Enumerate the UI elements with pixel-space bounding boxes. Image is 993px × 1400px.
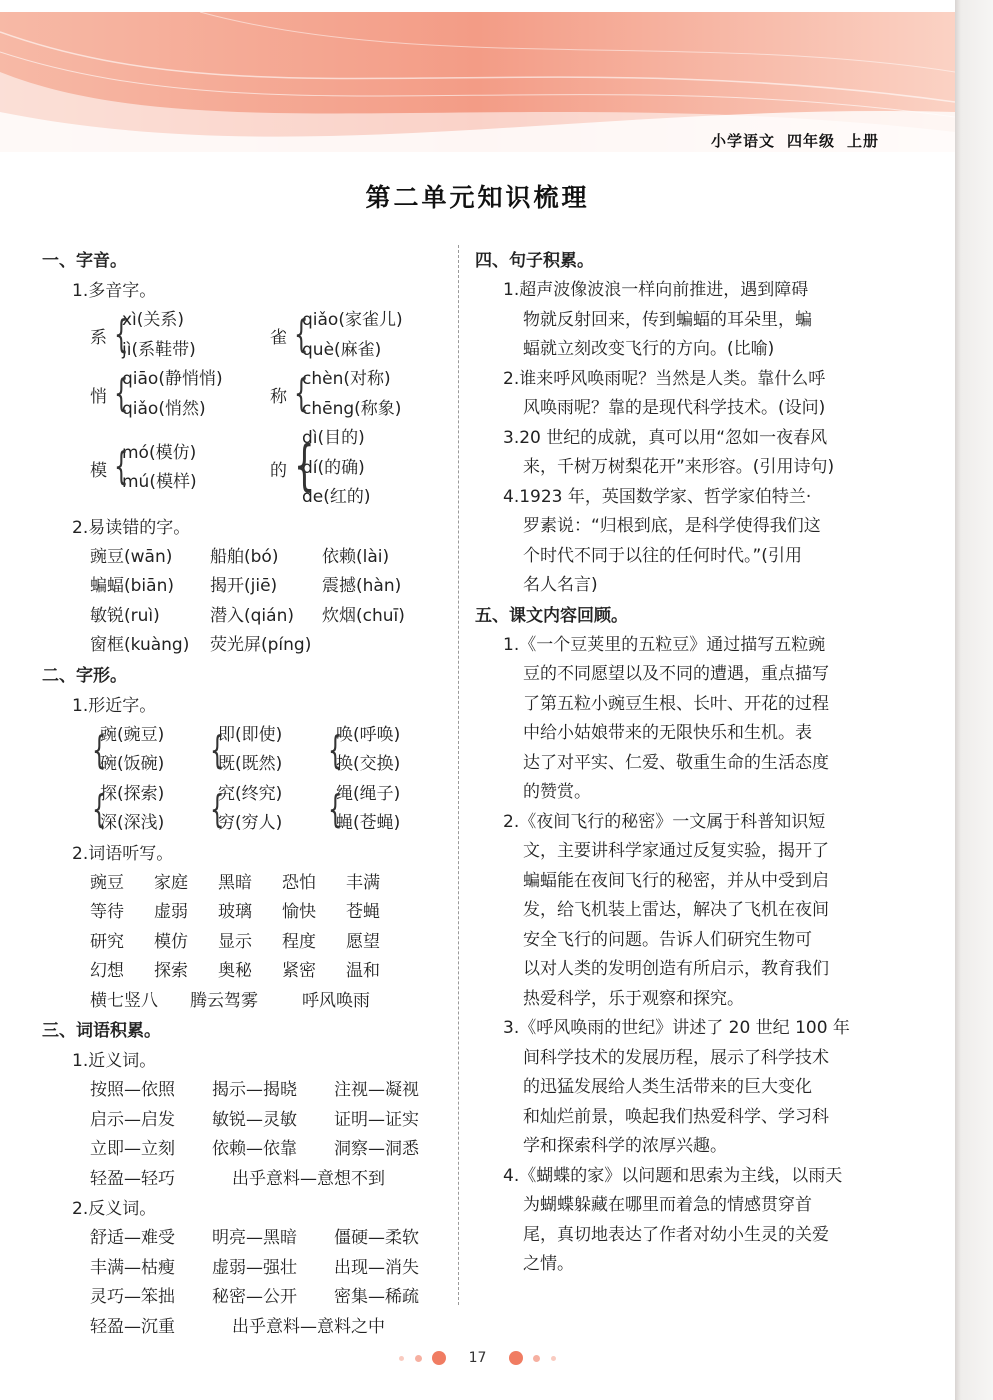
dictation-word: 幻想 (90, 961, 124, 981)
left-column (42, 246, 452, 1342)
subject: 小学语文 (710, 132, 775, 150)
text-line: 和灿烂前景，唤起我们热爱科学、学习科 (523, 1106, 829, 1127)
text-line: 尾，真切地表达了作者对幼小生灵的关爱 (523, 1224, 829, 1245)
dot-icon (533, 1355, 540, 1362)
brace-icon: { (92, 728, 107, 772)
text-line: 《呼风唤雨的世纪》讲述了 20 世纪 100 年 (519, 1018, 850, 1038)
polyphone-group (240, 424, 371, 513)
antonym-pair: 舒适—难受 (90, 1228, 175, 1248)
text-line: 《蝴蝶的家》以问题和思索为主线，以雨天 (519, 1165, 843, 1186)
brace-icon: { (210, 787, 225, 831)
brace-icon: { (294, 311, 309, 356)
sub-heading: 1.形近字。 (72, 695, 157, 716)
polyphone-row (42, 306, 452, 365)
antonym-pair: 密集—稀疏 (334, 1287, 419, 1307)
synonym-pair: 证明—证实 (334, 1109, 419, 1130)
reading: dì(目的) (302, 428, 365, 448)
brace-icon: { (114, 444, 129, 489)
synonym-pair: 注视—凝视 (334, 1080, 419, 1100)
dictation-word: 豌豆 (90, 872, 124, 893)
antonym-pair: 轻盈—沉重 (90, 1316, 175, 1337)
antonym-pair: 虚弱—强壮 (212, 1257, 297, 1278)
text-line: 了第五粒小豌豆生根、长叶、开花的过程 (523, 693, 829, 714)
polyphone-char: 悄 (90, 387, 107, 407)
brace-icon: { (114, 370, 129, 415)
reading: mó(模仿) (122, 442, 197, 463)
sub-heading: 2.词语听写。 (72, 843, 174, 864)
reading: mú(模样) (122, 472, 197, 493)
review-item (475, 1162, 885, 1280)
similar-word: 探(探索) (100, 783, 165, 804)
easy-word: 震撼(hàn) (322, 576, 402, 596)
easy-word: 敏锐(ruì) (90, 605, 160, 626)
polyphone-group (42, 365, 240, 424)
dot-icon (509, 1351, 523, 1365)
sentence-item (475, 424, 885, 483)
right-column (475, 246, 885, 1280)
polyphone-char: 模 (90, 460, 107, 481)
word-row (42, 1165, 452, 1195)
synonym-pair: 立即—立刻 (90, 1139, 175, 1159)
page-edge-shadow (955, 0, 993, 1400)
polyphone-row (42, 365, 452, 424)
text-line: 以对人类的发明创造有所启示，教育我们 (523, 959, 829, 979)
brace-icon: { (328, 728, 343, 772)
header-banner (0, 12, 955, 152)
reading: chēng(称象) (302, 398, 402, 419)
word-row (42, 928, 452, 958)
reading: qiāo(静悄悄) (122, 369, 223, 389)
similar-row (42, 780, 452, 839)
synonym-pair: 洞察—洞悉 (334, 1139, 419, 1159)
text-line: 热爱科学，乐于观察和探究。 (523, 988, 744, 1009)
dictation-word: 愿望 (346, 931, 380, 952)
synonym-pair: 敏锐—灵敏 (212, 1109, 297, 1130)
sentence-item (475, 483, 885, 601)
dictation-word: 玻璃 (218, 902, 252, 922)
dictation-word: 奥秘 (218, 961, 252, 981)
item-number: 3. (503, 427, 520, 448)
brace-icon: { (114, 311, 129, 356)
dictation-word: 恐怕 (282, 872, 316, 893)
similar-row (42, 721, 452, 780)
similar-word: 即(即使) (218, 724, 283, 745)
page-number: 17 (468, 1350, 487, 1366)
reading: qiǎo(家雀儿) (302, 310, 403, 330)
text-line: 学和探索科学的浓厚兴趣。 (523, 1136, 727, 1156)
brace-icon: { (210, 728, 225, 772)
polyphone-group (240, 365, 401, 424)
text-line: 豆的不同愿望以及不同的遭遇，重点描写 (523, 664, 829, 684)
word-row (42, 602, 452, 632)
item-number: 2. (503, 368, 520, 389)
easy-word: 揭开(jiē) (210, 576, 278, 596)
similar-word: 深(深浅) (100, 813, 165, 833)
brace-icon: { (294, 434, 315, 498)
synonym-pair: 出乎意料—意想不到 (232, 1168, 385, 1189)
similar-group (326, 780, 444, 839)
dictation-word: 模仿 (154, 931, 188, 952)
sub-heading: 2.反义词。 (72, 1199, 157, 1219)
dictation-word: 横七竖八 (90, 990, 158, 1011)
similar-group (326, 721, 444, 780)
item-number: 3. (503, 1018, 520, 1038)
similar-word: 既(既然) (218, 754, 283, 774)
antonym-pair: 灵巧—笨拙 (90, 1287, 175, 1307)
word-row (42, 1283, 452, 1313)
easy-word: 依赖(lài) (322, 546, 390, 567)
similar-word: 穷(穷人) (218, 813, 283, 833)
column-divider (458, 245, 459, 1305)
text-line: 罗素说：“归根到底，是科学使得我们这 (523, 516, 821, 536)
word-row (42, 1106, 452, 1136)
polyphone-char: 的 (270, 460, 287, 481)
word-row (42, 987, 452, 1017)
dictation-word: 腾云驾雾 (190, 990, 258, 1011)
text-line: 超声波像波浪一样向前推进，遇到障碍 (519, 280, 809, 300)
antonym-pair: 秘密—公开 (212, 1287, 297, 1307)
polyphone-char: 系 (90, 328, 107, 348)
polyphone-char: 雀 (270, 328, 287, 348)
grade: 四年级 (786, 132, 835, 150)
text-line: 中给小姑娘带来的无限快乐和生机。表 (523, 723, 812, 743)
dot-icon (415, 1355, 422, 1362)
text-line: 物就反射回来，传到蝙蝠的耳朵里，蝙 (523, 309, 812, 330)
synonym-pair: 轻盈—轻巧 (90, 1168, 175, 1189)
dictation-word: 显示 (218, 931, 252, 952)
easy-word: 船舶(bó) (210, 546, 279, 567)
antonym-pair: 僵硬—柔软 (334, 1228, 419, 1248)
similar-group (90, 721, 208, 780)
dictation-word: 呼风唤雨 (302, 990, 370, 1011)
word-row (42, 1224, 452, 1254)
easy-word: 荧光屏(píng) (210, 635, 312, 655)
section-heading: 二、字形。 (42, 665, 127, 686)
similar-word: 蝇(苍蝇) (336, 813, 401, 833)
sentence-item (475, 365, 885, 424)
similar-word: 碗(饭碗) (100, 754, 165, 774)
text-line: 个时代不同于以往的任何时代。”(引用 (523, 545, 802, 566)
dictation-word: 黑暗 (218, 872, 252, 893)
item-number: 1. (503, 634, 520, 655)
easy-word: 炊烟(chuī) (322, 605, 405, 626)
dictation-word: 家庭 (154, 872, 188, 893)
brace-icon: { (92, 787, 107, 831)
reading: jì(系鞋带) (122, 339, 196, 360)
text-line: 安全飞行的问题。告诉人们研究生物可 (523, 929, 812, 950)
similar-group (90, 780, 208, 839)
text-line: 间科学技术的发展历程，展示了科学技术 (523, 1047, 829, 1068)
similar-word: 豌(豌豆) (100, 724, 165, 745)
subject-label (699, 130, 879, 151)
dictation-word: 苍蝇 (346, 902, 380, 922)
dictation-word: 研究 (90, 931, 124, 952)
section-heading: 一、字音。 (42, 251, 127, 271)
easy-word: 潜入(qián) (210, 605, 294, 626)
reading: chèn(对称) (302, 369, 391, 389)
word-row (42, 631, 452, 661)
word-row (42, 1254, 452, 1284)
similar-word: 绳(绳子) (336, 783, 401, 804)
word-row (42, 898, 452, 928)
similar-word: 究(终究) (218, 783, 283, 804)
antonym-pair: 明亮—黑暗 (212, 1228, 297, 1248)
dot-icon (551, 1356, 556, 1361)
dictation-word: 探索 (154, 961, 188, 981)
word-row (42, 543, 452, 573)
text-line: 谁来呼风唤雨呢？当然是人类。靠什么呼 (519, 368, 826, 389)
text-line: 为蝴蝶躲藏在哪里而着急的情感贯穿首 (523, 1195, 812, 1215)
synonym-pair: 依赖—依靠 (212, 1139, 297, 1159)
dictation-word: 程度 (282, 931, 316, 952)
similar-word: 唤(呼唤) (336, 724, 401, 745)
item-number: 1. (503, 280, 520, 300)
similar-group (208, 721, 326, 780)
polyphone-char: 称 (270, 387, 287, 407)
text-line: 《夜间飞行的秘密》一文属于科普知识短 (519, 811, 826, 832)
item-number: 4. (503, 1165, 520, 1186)
synonym-pair: 启示—启发 (90, 1109, 175, 1130)
dot-icon (399, 1356, 404, 1361)
polyphone-group (42, 424, 240, 513)
word-row (42, 957, 452, 987)
text-line: 蝙蝠能在夜间飞行的秘密，并从中受到启 (523, 870, 829, 891)
text-line: 的赞赏。 (523, 782, 591, 802)
volume: 上册 (846, 132, 879, 150)
sentence-item (475, 276, 885, 365)
text-line: 1923 年，英国数学家、哲学家伯特兰· (519, 486, 812, 507)
antonym-pair: 出乎意料—意料之中 (232, 1316, 385, 1337)
text-line: 文，主要讲科学家通过反复实验，揭开了 (523, 841, 829, 861)
review-item (475, 1014, 885, 1162)
reading: dí(的确) (302, 457, 365, 478)
section-heading: 五、课文内容回顾。 (475, 605, 628, 626)
word-row (42, 1135, 452, 1165)
dot-icon (432, 1351, 446, 1365)
section-heading: 四、句子积累。 (475, 251, 594, 271)
text-line: 蝠就立刻改变飞行的方向。(比喻) (523, 339, 775, 359)
synonym-pair: 按照—依照 (90, 1080, 175, 1100)
brace-icon: { (294, 370, 309, 415)
section-heading: 三、词语积累。 (42, 1021, 161, 1041)
dictation-word: 温和 (346, 961, 380, 981)
review-item (475, 808, 885, 1015)
synonym-pair: 揭示—揭晓 (212, 1080, 297, 1100)
text-line: 之情。 (523, 1254, 574, 1274)
antonym-pair: 丰满—枯瘦 (90, 1257, 175, 1278)
polyphone-row (42, 424, 452, 513)
easy-word: 蝙蝠(biān) (90, 576, 174, 596)
text-line: 达了对平实、仁爱、敬重生命的生活态度 (523, 752, 829, 773)
dictation-word: 丰满 (346, 872, 380, 893)
item-number: 4. (503, 486, 520, 507)
sub-heading: 2.易读错的字。 (72, 517, 191, 538)
sub-heading: 1.多音字。 (72, 281, 157, 301)
dictation-word: 虚弱 (154, 902, 188, 922)
similar-group (208, 780, 326, 839)
text-line: 《一个豆荚里的五粒豆》通过描写五粒豌 (519, 634, 826, 655)
brace-icon: { (328, 787, 343, 831)
reading: qiǎo(悄然) (122, 398, 206, 419)
text-line: 发，给飞机装上雷达，解决了飞机在夜间 (523, 900, 829, 920)
polyphone-group (42, 306, 240, 365)
dictation-word: 紧密 (282, 961, 316, 981)
dictation-word: 愉快 (282, 902, 316, 922)
text-line: 风唤雨呢？靠的是现代科学技术。(设问) (523, 398, 826, 418)
item-number: 2. (503, 811, 520, 832)
text-line: 来，千树万树梨花开”来形容。(引用诗句) (523, 457, 835, 477)
word-row (42, 572, 452, 602)
word-row (42, 1076, 452, 1106)
review-item (475, 631, 885, 808)
word-row (42, 869, 452, 899)
sub-heading: 1.近义词。 (72, 1051, 157, 1071)
text-line: 名人名言) (523, 575, 598, 595)
dictation-word: 等待 (90, 902, 124, 922)
reading: de(红的) (302, 487, 371, 507)
easy-word: 豌豆(wān) (90, 546, 173, 567)
polyphone-group (240, 306, 403, 365)
easy-word: 窗框(kuàng) (90, 635, 190, 655)
text-line: 的迅猛发展给人类生活带来的巨大变化 (523, 1077, 812, 1097)
reading: què(麻雀) (302, 339, 382, 360)
text-line: 20 世纪的成就，真可以用“忽如一夜春风 (519, 427, 828, 448)
similar-word: 换(交换) (336, 754, 401, 774)
page-footer (0, 1350, 955, 1366)
word-row (42, 1313, 452, 1343)
antonym-pair: 出现—消失 (334, 1257, 419, 1278)
reading: xì(关系) (122, 310, 185, 330)
page-title: 第二单元知识梳理 (365, 183, 590, 212)
